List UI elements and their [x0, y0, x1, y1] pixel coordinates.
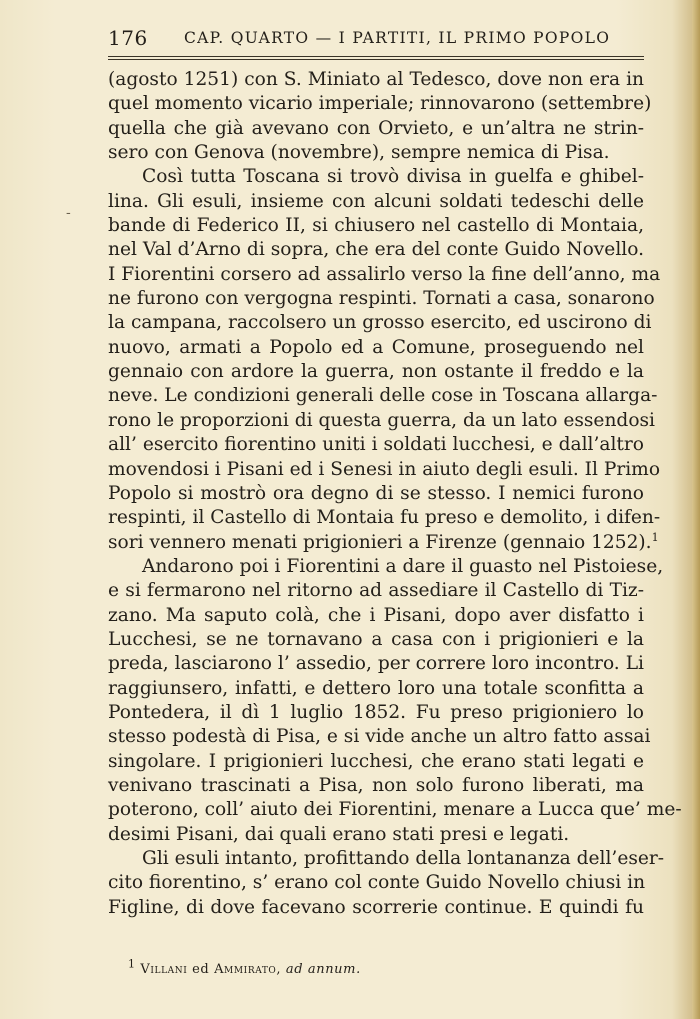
footnote-author-villani: Villani: [140, 962, 188, 977]
text-line: [108, 433, 644, 457]
text-line-content: Andarono poi i Fiorentini a dare il guasto nel Pistoiese,: [142, 555, 664, 577]
text-line-content: bande di Federico II, si chiusero nel castello di Montaia,: [108, 215, 644, 237]
text-line-content: (agosto 1251) con S. Miniato al Tedesco, dove non era in: [108, 69, 644, 90]
footnote-author-ammirato: Ammirato,: [214, 962, 282, 977]
page-edge: [692, 0, 700, 1019]
text-line-content: Gli esuli intanto, profittando della lontananza dell’eser-: [142, 848, 665, 869]
text-line-content: desimi Pisani, dai quali erano stati presi e legati.: [108, 823, 570, 845]
text-line-content: Così tutta Toscana si trovò divisa in guelfa e ghibel-: [142, 166, 644, 188]
text-line-content: Lucchesi, se ne tornavano a casa con i prigionieri e la: [108, 628, 644, 650]
text-line-content: sori vennero menati prigionieri a Firenze (gennaio 1252).: [108, 531, 652, 553]
text-line: [108, 506, 661, 530]
text-line: [108, 336, 644, 360]
text-line-content: stesso podestà di Pisa, e si vide anche un altro fatto assai: [108, 726, 651, 748]
footnote: [128, 957, 361, 977]
text-line-content: Popolo si mostrò ora degno di se stesso. I nemici furono: [108, 482, 644, 504]
text-line: [108, 482, 644, 506]
text-line: [108, 409, 655, 433]
text-line-content: respinti, il Castello di Montaia fu preso e demolito, i difen-: [108, 507, 661, 529]
text-line: [108, 604, 644, 628]
text-line-content: rono le proporzioni di questa guerra, da un lato essendosi: [108, 409, 655, 431]
text-line-content: quella che già avevano con Orvieto, e un’altra ne strin-: [108, 117, 644, 139]
text-line: [108, 117, 644, 141]
header-rule-secondary: [108, 59, 644, 60]
text-line-content: raggiunsero, infatti, e dettero loro una totale sconfitta a: [108, 677, 644, 699]
text-line: [108, 823, 644, 847]
text-line-content: poterono, coll’ aiuto dei Fiorentini, menare a Lucca que’ me-: [108, 799, 682, 821]
text-line-content: Pontedera, il dì 1 luglio 1852. Fu preso prigioniero lo: [108, 701, 644, 723]
text-line-content: gennaio con ardore la guerra, non ostante il freddo e la: [108, 361, 644, 383]
text-line: [108, 725, 651, 749]
text-line-content: sero con Genova (novembre), sempre nemica di Pisa.: [108, 142, 610, 164]
running-head: CAP. QUARTO — I PARTITI, IL PRIMO POPOLO: [184, 29, 611, 47]
text-line: [108, 214, 644, 238]
text-line: [108, 896, 644, 920]
text-line: [108, 384, 658, 408]
footnote-reference: ad annum.: [285, 962, 361, 977]
text-line: [108, 774, 644, 798]
footnote-marker: 1: [128, 957, 136, 971]
text-line-content: e si fermarono nel ritorno ad assediare il Castello di Tiz-: [108, 580, 644, 602]
text-line: [108, 652, 644, 676]
text-line: [108, 360, 644, 384]
text-line-content: singolare. I prigionieri lucchesi, che erano stati legati e: [108, 750, 644, 772]
text-line: [108, 847, 665, 871]
text-line: [108, 750, 644, 774]
text-line-content: ne furono con vergogna respinti. Tornati a casa, sonarono: [108, 288, 655, 310]
text-line-content: cito fiorentino, s’ erano col conte Guido Novello chiusi in: [108, 872, 646, 894]
text-line: [108, 165, 644, 189]
page-number: 176: [108, 26, 148, 50]
header-rule: [108, 56, 644, 57]
text-line: [108, 677, 644, 701]
text-line: [108, 287, 655, 311]
text-line: [108, 530, 659, 555]
text-line-content: quel momento vicario imperiale; rinnovarono (settembre): [108, 93, 652, 115]
text-line-content: lina. Gli esuli, insieme con alcuni soldati tedeschi delle: [108, 190, 644, 212]
footnote-conjunction: ed: [192, 962, 210, 977]
text-line: [108, 238, 644, 262]
text-line-content: I Fiorentini corsero ad assalirlo verso la fine dell’anno, ma: [108, 263, 661, 285]
text-line-content: preda, lasciarono l’ assedio, per correre loro incontro. Li: [108, 653, 644, 675]
text-line-content: nel Val d’Arno di sopra, che era del conte Guido Novello.: [108, 239, 644, 261]
text-line-content: neve. Le condizioni generali delle cose in Toscana allarga-: [108, 385, 658, 407]
text-line: [108, 263, 661, 287]
footnote-reference-marker: 1: [651, 530, 659, 544]
text-line: [108, 701, 644, 725]
text-line: [108, 141, 644, 165]
text-line: [108, 68, 644, 92]
page-header: [108, 26, 644, 54]
text-line: [108, 555, 664, 579]
text-line-content: venivano trascinati a Pisa, non solo furono liberati, ma: [108, 774, 644, 796]
text-line-content: Figline, di dove facevano scorrerie continue. E quindi fu: [108, 896, 644, 918]
text-line: [108, 579, 644, 603]
text-line-content: nuovo, armati a Popolo ed a Comune, proseguendo nel: [108, 336, 644, 358]
text-line: [108, 458, 661, 482]
text-line: [108, 798, 682, 822]
body-text: [108, 68, 682, 920]
text-line-content: movendosi i Pisani ed i Senesi in aiuto degli esuli. Il Primo: [108, 458, 661, 480]
text-line-content: zano. Ma saputo colà, che i Pisani, dopo aver disfatto i: [108, 604, 644, 626]
text-line: [108, 628, 644, 652]
text-line-content: la campana, raccolsero un grosso esercito, ed uscirono di: [108, 312, 652, 334]
text-line: [108, 190, 644, 214]
margin-mark: -: [66, 205, 71, 221]
text-line-content: all’ esercito fiorentino uniti i soldati lucchesi, e dall’altro: [108, 434, 644, 456]
text-line: [108, 871, 644, 895]
text-line: [108, 311, 652, 335]
text-line: [108, 92, 652, 116]
